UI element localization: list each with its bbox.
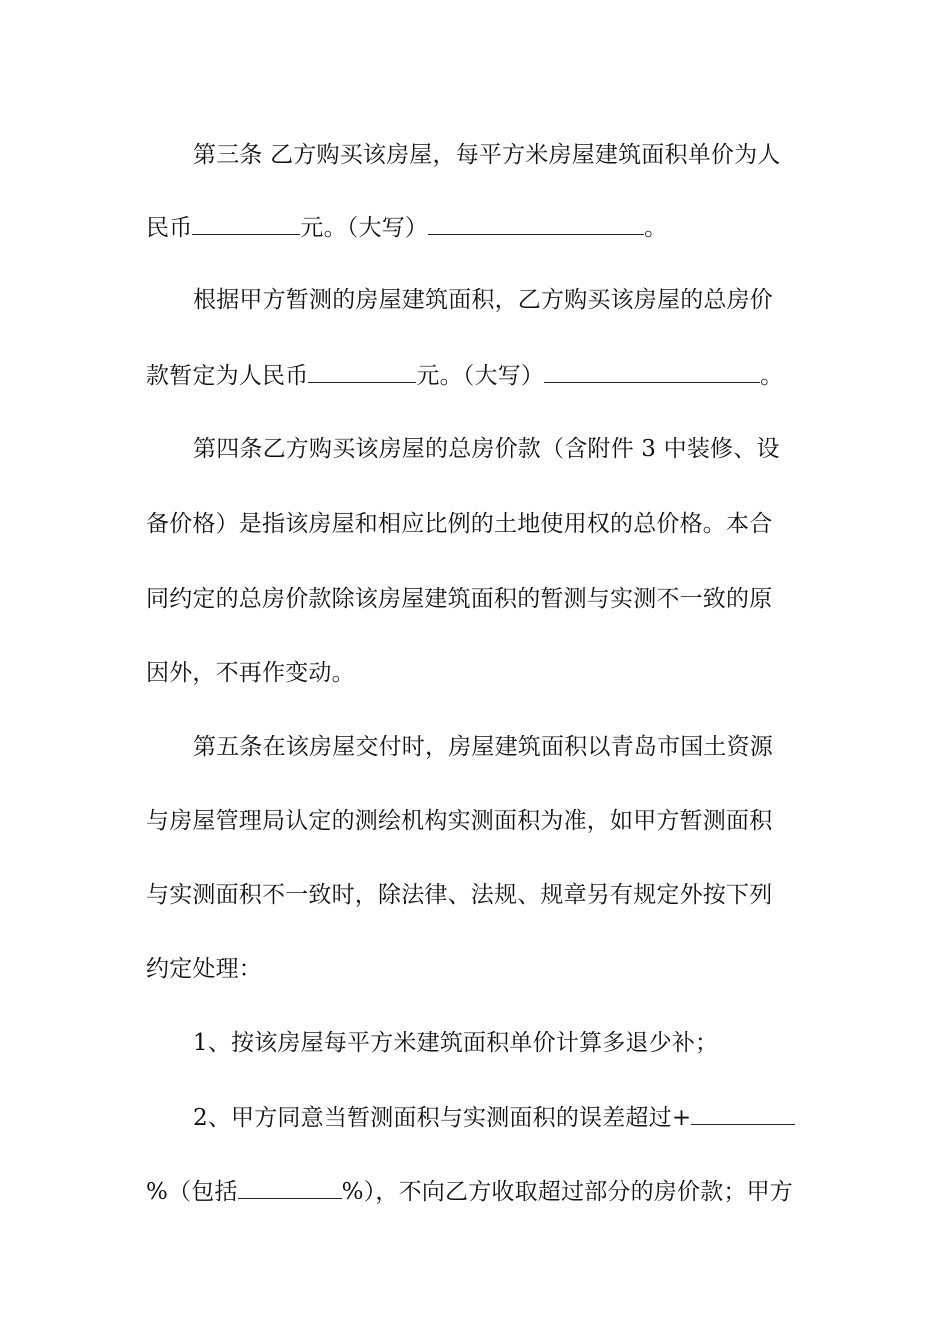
article3-text: 第三条 乙方购买该房屋，每平方米房屋建筑面积单价为人 bbox=[193, 142, 781, 168]
item1-text: 1、按该房屋每平方米建筑面积单价计算多退少补； bbox=[193, 1030, 719, 1056]
article4-text-1: 第四条乙方购买该房屋的总房价款（含附件 3 中装修、设 bbox=[193, 436, 780, 462]
included-percent-blank[interactable] bbox=[238, 1176, 342, 1199]
article5-text-4: 约定处理： bbox=[146, 956, 262, 982]
article4-line2 bbox=[146, 509, 826, 539]
article3-end: 。 bbox=[644, 215, 668, 241]
item1-line bbox=[193, 1028, 873, 1058]
total-price-line2 bbox=[146, 360, 826, 391]
total-price-text: 根据甲方暂测的房屋建筑面积，乙方购买该房屋的总房价 bbox=[193, 287, 773, 313]
unit-price-blank[interactable] bbox=[192, 212, 300, 235]
item2-percent-open: %（包括 bbox=[146, 1179, 238, 1205]
article5-line1 bbox=[193, 732, 873, 762]
article3-currency-label: 民币 bbox=[146, 215, 193, 241]
unit-price-uppercase-blank[interactable] bbox=[428, 212, 644, 235]
article5-text-3: 与实测面积不一致时，除法律、法规、规章另有规定外按下列 bbox=[146, 882, 773, 908]
total-price-label: 款暂定为人民币 bbox=[146, 363, 309, 389]
article4-line4 bbox=[146, 658, 826, 688]
article3-line1 bbox=[193, 140, 873, 170]
article5-text-1: 第五条在该房屋交付时，房屋建筑面积以青岛市国土资源 bbox=[193, 734, 773, 760]
item2-line2 bbox=[146, 1176, 826, 1207]
article4-text-2: 备价格）是指该房屋和相应比例的土地使用权的总价格。本合 bbox=[146, 511, 773, 537]
article4-line1 bbox=[193, 434, 873, 464]
article3-uppercase-label: 元。（大写） bbox=[300, 215, 429, 241]
item2-text-2: %），不向乙方收取超过部分的房价款；甲方 bbox=[341, 1179, 794, 1205]
article5-text-2: 与房屋管理局认定的测绘机构实测面积为准，如甲方暂测面积 bbox=[146, 808, 773, 834]
article4-text-4: 因外，不再作变动。 bbox=[146, 660, 355, 686]
article4-text-3: 同约定的总房价款除该房屋建筑面积的暂测与实测不一致的原 bbox=[146, 586, 773, 612]
total-price-end: 。 bbox=[760, 363, 784, 389]
total-price-uppercase-label: 元。（大写） bbox=[416, 363, 545, 389]
article4-line3 bbox=[146, 584, 826, 614]
article5-line4 bbox=[146, 954, 826, 984]
area-error-blank[interactable] bbox=[691, 1102, 795, 1125]
total-price-uppercase-blank[interactable] bbox=[544, 360, 760, 383]
article3-line2 bbox=[146, 212, 826, 243]
total-price-blank[interactable] bbox=[308, 360, 416, 383]
article5-line3 bbox=[146, 880, 826, 910]
article5-line2 bbox=[146, 806, 826, 836]
total-price-line1 bbox=[193, 285, 873, 315]
item2-text-1: 2、甲方同意当暂测面积与实测面积的误差超过+ bbox=[193, 1105, 692, 1131]
item2-line1 bbox=[193, 1102, 873, 1133]
